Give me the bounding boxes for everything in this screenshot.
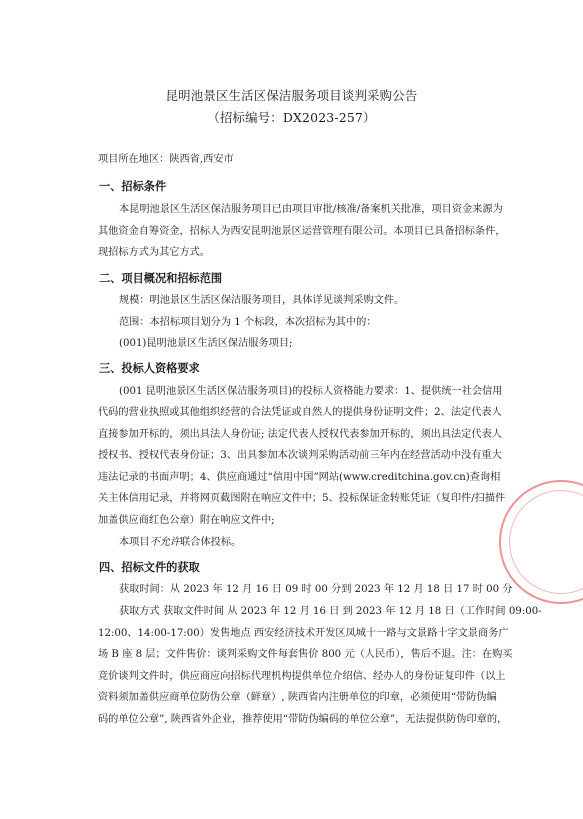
- s2-range: 范围：本招标项目划分为 1 个标段，本次招标为其中的：: [119, 317, 377, 328]
- section-heading-4: 四、招标文件的获取: [99, 561, 200, 574]
- s2-scale: 规模：明池景区生活区保洁服务项目，具体详见谈判采购文件。: [119, 295, 405, 306]
- document-title: 昆明池景区生活区保洁服务项目谈判采购公告: [165, 88, 418, 103]
- s1-line-3: 现招标方式为其它方式。: [98, 247, 211, 258]
- section-heading-1: 一、招标条件: [99, 180, 167, 193]
- red-seal-inner-ring: [509, 490, 583, 594]
- s3-line-5: 违法记录的书面声明；4、供应商通过“信用中国”网站(www.creditchina.gov.cn)查询相: [98, 472, 501, 483]
- s3-line-4: 授权书、授权代表身份证；3、出具参加本次谈判采购活动前三年内在经营活动中没有重大: [98, 450, 502, 461]
- s3-consortium-italic: 不允许: [149, 537, 181, 548]
- s3-consortium: [119, 536, 241, 550]
- s4-time: 获取时间：从 2023 年 12 月 16 日 09 时 00 分到 2023 年 12 月 18 日 17 时 00 分: [119, 584, 513, 595]
- s3-consortium-prefix: 本项目: [119, 537, 150, 548]
- s1-line-2: 其他资金自筹资金，招标人为西安昆明池景区运营管理有限公司。本项目已具备招标条件，: [98, 226, 506, 237]
- s4-line-1: 获取方式 获取文件时间 从 2023 年 12 月 16 日 到 2023 年 12 月 18 日（工作时间 09:00-: [119, 606, 542, 617]
- s3-line-6: 关主体信用记录，并将网页截图附在响应文件中；5、投标保证金转账凭证（复印件/扫描件: [98, 493, 506, 504]
- s4-line-2: 12:00、14:00-17:00）发售地点 西安经济技术开发区凤城十一路与文景路十字文景商务广: [98, 628, 509, 639]
- s1-line-1: 本昆明池景区生活区保洁服务项目已由项目审批/核准/备案机关批准，项目资金来源为: [119, 204, 503, 215]
- project-location: 项目所在地区：陕西省,西安市: [98, 154, 234, 165]
- section-heading-2: 二、项目概况和招标范围: [99, 272, 223, 285]
- s4-line-6: 码的单位公章”, 陕西省外企业，推荐使用“带防伪编码的单位公章”，无法提供防伪印章的，: [98, 714, 508, 725]
- s3-line-1: (001 昆明池景区生活区保洁服务项目)的投标人资格能力要求：1、提供统一社会信用: [119, 386, 503, 397]
- s4-line-5: 资料须加盖供应商单位防伪公章（鲜章）, 陕西省内注册单位的印章，必须使用“带防伪编: [98, 692, 497, 703]
- tender-number: （招标编号：DX2023-257）: [207, 110, 376, 125]
- s3-line-3: 直接参加开标的，须出具法人身份证; 法定代表人授权代表参加开标的，须出具法定代表人: [98, 429, 502, 440]
- section-heading-3: 三、投标人资格要求: [99, 362, 200, 375]
- s3-line-2: 代码的营业执照或其他组织经营的合法凭证或自然人的提供身份证明文件；2、法定代表人: [98, 407, 502, 418]
- s3-consortium-suffix: 联合体投标。: [180, 537, 242, 548]
- s4-line-3: 场 B 座 8 层；文件售价：谈判采购文件每套售价 800 元（人民币），售后不退。注：在购买: [98, 649, 513, 660]
- s3-line-7: 加盖供应商红色公章）附在响应文件中;: [98, 515, 275, 526]
- s2-lot: (001)昆明池景区生活区保洁服务项目;: [119, 338, 293, 349]
- s4-line-4: 竞价谈判文件时，供应商应向招标代理机构提供单位介绍信、经办人的身份证复印件（以上: [98, 671, 506, 682]
